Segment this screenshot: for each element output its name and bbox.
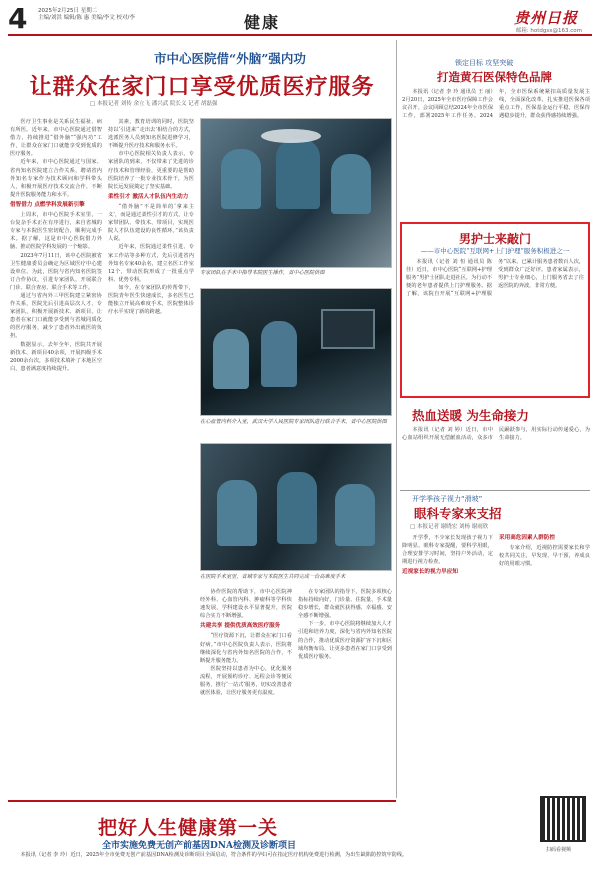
lead-kicker: 市中心医院借“外脑”强内功 — [154, 51, 306, 66]
monitor-screen — [321, 309, 375, 349]
header-email: 邮箱: hotdgsx@163.com — [515, 28, 582, 34]
photo-caption-middle: 在心血管内科介入室，武汉大学人民医院专家团队进行联合手术，省中心医院供图 — [200, 419, 387, 425]
bottom-headline: 把好人生健康第一关 — [98, 817, 279, 839]
subheading: 采用高危因素人群防控 — [499, 535, 555, 541]
story2-headline: 热血送暖 为生命接力 — [412, 408, 529, 423]
surgical-lamp — [261, 129, 321, 143]
surgery-photo-middle — [200, 288, 392, 416]
newspaper-logo: 贵州日报 — [513, 9, 578, 27]
subheading: 共建共享 提供优质高效医疗服务 — [200, 623, 281, 630]
lead-column-1: 医疗卫生事业是关系民生福祉、病有所医。近年来，市中心医院通过借智借力，持续推进“借外脑”“强内功”工作，让群众在家门口就能享受到优质的医疗服务。 近年来，市中心医院通过与国家、省内知名医院建立合作关系，聘请省内外知名专家作为技术顾问和学科带头人，积极开展医疗技术交流合作，不断提升医院服务能力和水平。 借智借力 点燃学科发展新引擎 上周末，市中心医院手术室里，一台复杂手术正在有序进行，来自省城的专家与本院医生密切配合，顺利完成手术。据了解，这是市中心医院借力外脑、推动医院学科发展的一个缩影。 2023年7月11日，该中心医院被省卫生健康委员会确定为区域医疗中心建设单位。为此，医院与省内知名医院签订合作协议，引进专家团队，开展联合门诊、联合查房、联合手术等工作。 通过与省内外三甲医院建立紧密协作关系，医院先后引进高层次人才、专家团队，积极开展新技术、新项目，让患者在家门口就能享受到与省城同质化的医疗服务，减少了患者外出就医的负担。 数据显示，去年全年，医院共开展新技术、新项目40余项，开展四级手术2000余台次，多项技术填补了本地区空白，患者满意度持续提升。 — [10, 119, 102, 372]
surgeon-figure — [331, 154, 371, 214]
subheading: 柔性引才 激活人才队伍内生动力 — [108, 193, 189, 200]
surgeon-figure — [261, 321, 297, 387]
story3-body: 开学季，不少家长发现孩子视力下降明显。眼科专家提醒，要科学用眼，合理安排学习时间，坚持户外活动，定期进行视力检查。 近视家长的视力早应知 采用高危因素人群防控 专家介绍，近视防控需要家长和学校共同关注，早发现、早干预，养成良好的用眼习惯。 — [402, 535, 590, 576]
surgeon-figure — [213, 329, 249, 389]
lead-column-4: 在专家团队的指导下，医院多项核心指标持续向好，门诊量、住院量、手术量稳步增长，群众就医获得感、幸福感、安全感不断增强。 下一步，市中心医院将继续加大人才引进和培养力度，深化与省内外知名医院的合作，推动优质医疗资源扩容下沉和区域均衡布局，让更多患者在家门口享受到优质医疗服务。 — [298, 589, 392, 660]
story1-headline: 打造黄石医保特色品牌 — [437, 70, 552, 84]
story1-kicker: 锁定目标 攻坚突破 — [455, 59, 514, 67]
surgery-photo-top — [200, 118, 392, 268]
story2-body: 本报讯（记者 刘 婷）近日，市中心血站组织开展无偿献血活动，众多市民踊跃参与，用实际行动传递爱心，为生命接力。 — [402, 427, 590, 442]
story3-kicker: 开学季孩子视力“滑坡” — [412, 495, 483, 503]
column-divider — [396, 40, 397, 798]
qr-caption: 扫码看视频 — [546, 847, 572, 853]
surgeon-figure — [221, 149, 261, 209]
photo-caption-bottom: 在医院手术室里，省城专家与本院医生共同完成一台高难度手术 — [200, 574, 346, 580]
subheading: 近视家长的视力早应知 — [402, 569, 458, 576]
surgeon-figure — [335, 484, 375, 546]
header-date: 2025年2月25日 星期二 — [38, 8, 98, 14]
surgeon-figure — [277, 472, 317, 544]
story3-byline: □ 本报记者 谢晓宏 刘杨 谢雨欣 — [410, 524, 489, 530]
bottom-body: 本报讯（记者 李 玲）近日，2025年全市免费无创产前基因DNA检测及诊断项目全面启动，符合条件的孕妇可在指定医疗机构免费进行检测，为出生缺陷防控筑牢防线。 — [20, 852, 408, 858]
header-editors: 主编/刘洪 编辑/陈 惠 美编/李文 校对/李 — [38, 15, 135, 21]
subheading: 借智借力 点燃学科发展新引擎 — [10, 201, 85, 208]
lead-column-3: 协作医院的帮助下，市中心医院神经外科、心血管内科、肿瘤科等学科快速发展，学科建设水平显著提升，医院综合实力不断增强。 共建共享 提供优质高效医疗服务 “医疗资源下沉，让群众在家门口看好病。”市中心医院负责人表示，医院将继续深化与省内外知名医院的合作，不断提升服务能力。 医院坚持以患者为中心，优化服务流程，开展预约诊疗、远程会诊等便民服务，推行‘一站式’服务，切实改善患者就医体验，让医疗服务更有温度。 — [200, 589, 292, 697]
lead-column-2: 其素，教育培训的同时，医院坚持以‘引进来’‘走出去’相结合的方式，选派医务人员到知名医院进修学习，不断提升医疗技术和服务水平。 市中心医院相关负责人表示，专家团队的到来，不仅带来了先进的诊疗技术和管理经验，更重要的是帮助医院培养了一批专业技术骨干，为医院长远发展奠定了坚实基础。 柔性引才 激活人才队伍内生动力 “借外脑”不是简单的‘拿来主义’，而是通过柔性引才的方式，让专家带团队、带技术、带项目，实现医院人才队伍建设的良性循环。”该负责人说。 近年来，医院通过柔性引进、专家工作站等多种方式，先后引进省内外知名专家40余名，建立名医工作室12个，带动医院形成了一批重点学科、优势专科。 如今，在专家团队的传帮带下，医院青年医生快速成长，多名医生已能独立开展高难度手术，医院整体诊疗水平实现了新的跨越。 — [108, 119, 194, 316]
lead-headline: 让群众在家门口享受优质医疗服务 — [29, 74, 375, 100]
story1-body: 本报讯（记者 李 玲 通讯员 王 丽）2月20日，2025年全市医疗保障工作会议召开。会议回顾总结2024年全市医保工作，部署2025年工作任务。2024年，全市医保系统紧扣高质量发展主线，全面深化改革，扎实推进医保各项重点工作，医保基金运行平稳，医保待遇稳步提升，群众获得感持续增强。 — [402, 89, 590, 120]
page-header — [8, 2, 592, 36]
highlighted-story-box — [400, 222, 590, 398]
box-body: 本报讯（记者 刘 恒 通讯员 陈 佳）近日，市中心医院“互联网+护理服务”男护士团队走进社区，为行动不便的老年患者提供上门护理服务。据了解，该院自开展“互联网+护理服务”以来，已累计服务患者数百人次，受到群众广泛好评。患者家属表示，男护士专业细心，上门服务省去了往返医院的奔波，非常方便。 — [406, 259, 584, 298]
surgeon-figure — [276, 139, 320, 209]
story3-headline: 眼科专家来支招 — [414, 506, 502, 521]
section-title: 健康 — [244, 13, 281, 32]
photo-caption-top: 专家团队在手术中指导本院医生操作，省中心医院供图 — [200, 270, 325, 276]
bottom-subheadline: 全市实施免费无创产前基因DNA检测及诊断项目 — [102, 841, 297, 851]
header-meta — [38, 8, 158, 22]
lead-byline: □ 本报记者 刘传 余立飞 潘兴武 院长义 记者 胡磊强 — [90, 101, 218, 107]
story-divider — [400, 490, 590, 491]
page-number: 4 — [8, 2, 28, 35]
surgeon-figure — [217, 480, 257, 546]
box-subheadline: ——市中心医院“互联网+上门护理”服务积极进之一 — [420, 247, 570, 255]
surgery-photo-bottom — [200, 443, 392, 571]
bottom-rule — [8, 800, 396, 802]
qr-code-icon[interactable] — [540, 796, 586, 842]
box-headline: 男护士来敲门 — [458, 232, 531, 246]
